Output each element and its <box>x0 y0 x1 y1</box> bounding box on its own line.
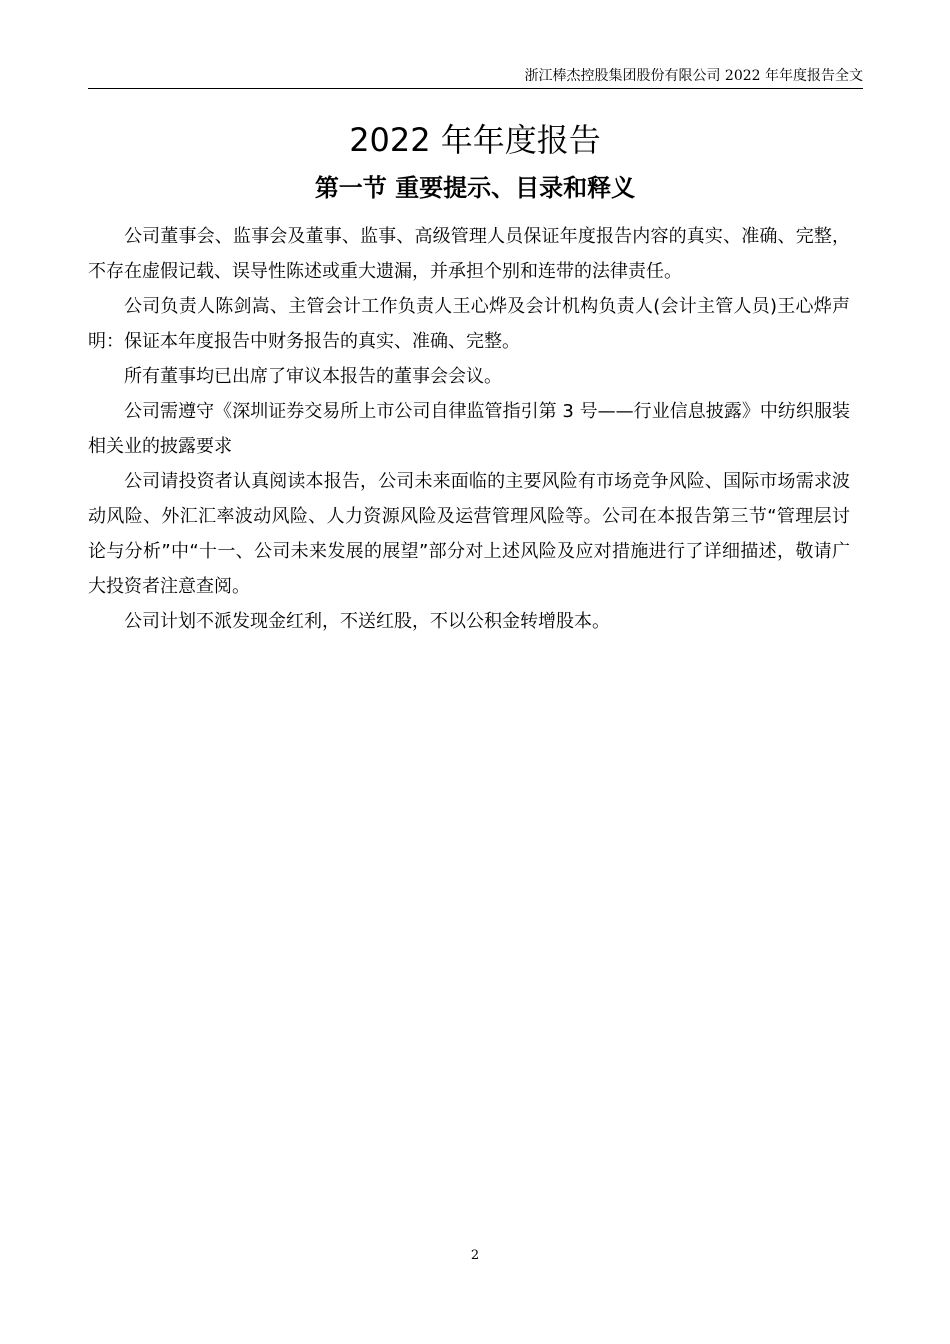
paragraph-dividend-plan: 公司计划不派发现金红利，不送红股，不以公积金转增股本。 <box>124 611 610 632</box>
section-title: 第一节 重要提示、目录和释义 <box>314 174 636 202</box>
paragraph-disclosure-requirement: 公司需遵守《深圳证券交易所上市公司自律监管指引第 3 号——行业信息披露》中纺织服装相关业的披露要求 <box>88 401 850 457</box>
paragraph-board-attendance: 所有董事均已出席了审议本报告的董事会会议。 <box>124 366 502 387</box>
paragraph-risk-notice: 公司请投资者认真阅读本报告，公司未来面临的主要风险有市场竞争风险、国际市场需求波动风险、外汇汇率波动风险、人力资源风险及运营管理风险等。公司在本报告第三节“管理层讨论与分析”中“十一、公司未来发展的展望”部分对上述风险及应对措施进行了详细描述，敬请广大投资者注意查阅。 <box>88 471 850 597</box>
page-header <box>88 62 863 89</box>
page-number: 2 <box>470 1248 480 1263</box>
paragraph-responsibility-statement: 公司董事会、监事会及董事、监事、高级管理人员保证年度报告内容的真实、准确、完整，不存在虚假记载、误导性陈述或重大遗漏，并承担个别和连带的法律责任。 <box>88 226 850 282</box>
document-body <box>88 219 850 639</box>
page-header-text: 浙江棒杰控股集团股份有限公司 2022 年年度报告全文 <box>524 68 863 84</box>
paragraph-financial-declaration: 公司负责人陈剑嵩、主管会计工作负责人王心烨及会计机构负责人(会计主管人员)王心烨声明：保证本年度报告中财务报告的真实、准确、完整。 <box>88 296 850 352</box>
report-title: 2022 年年度报告 <box>349 121 601 159</box>
